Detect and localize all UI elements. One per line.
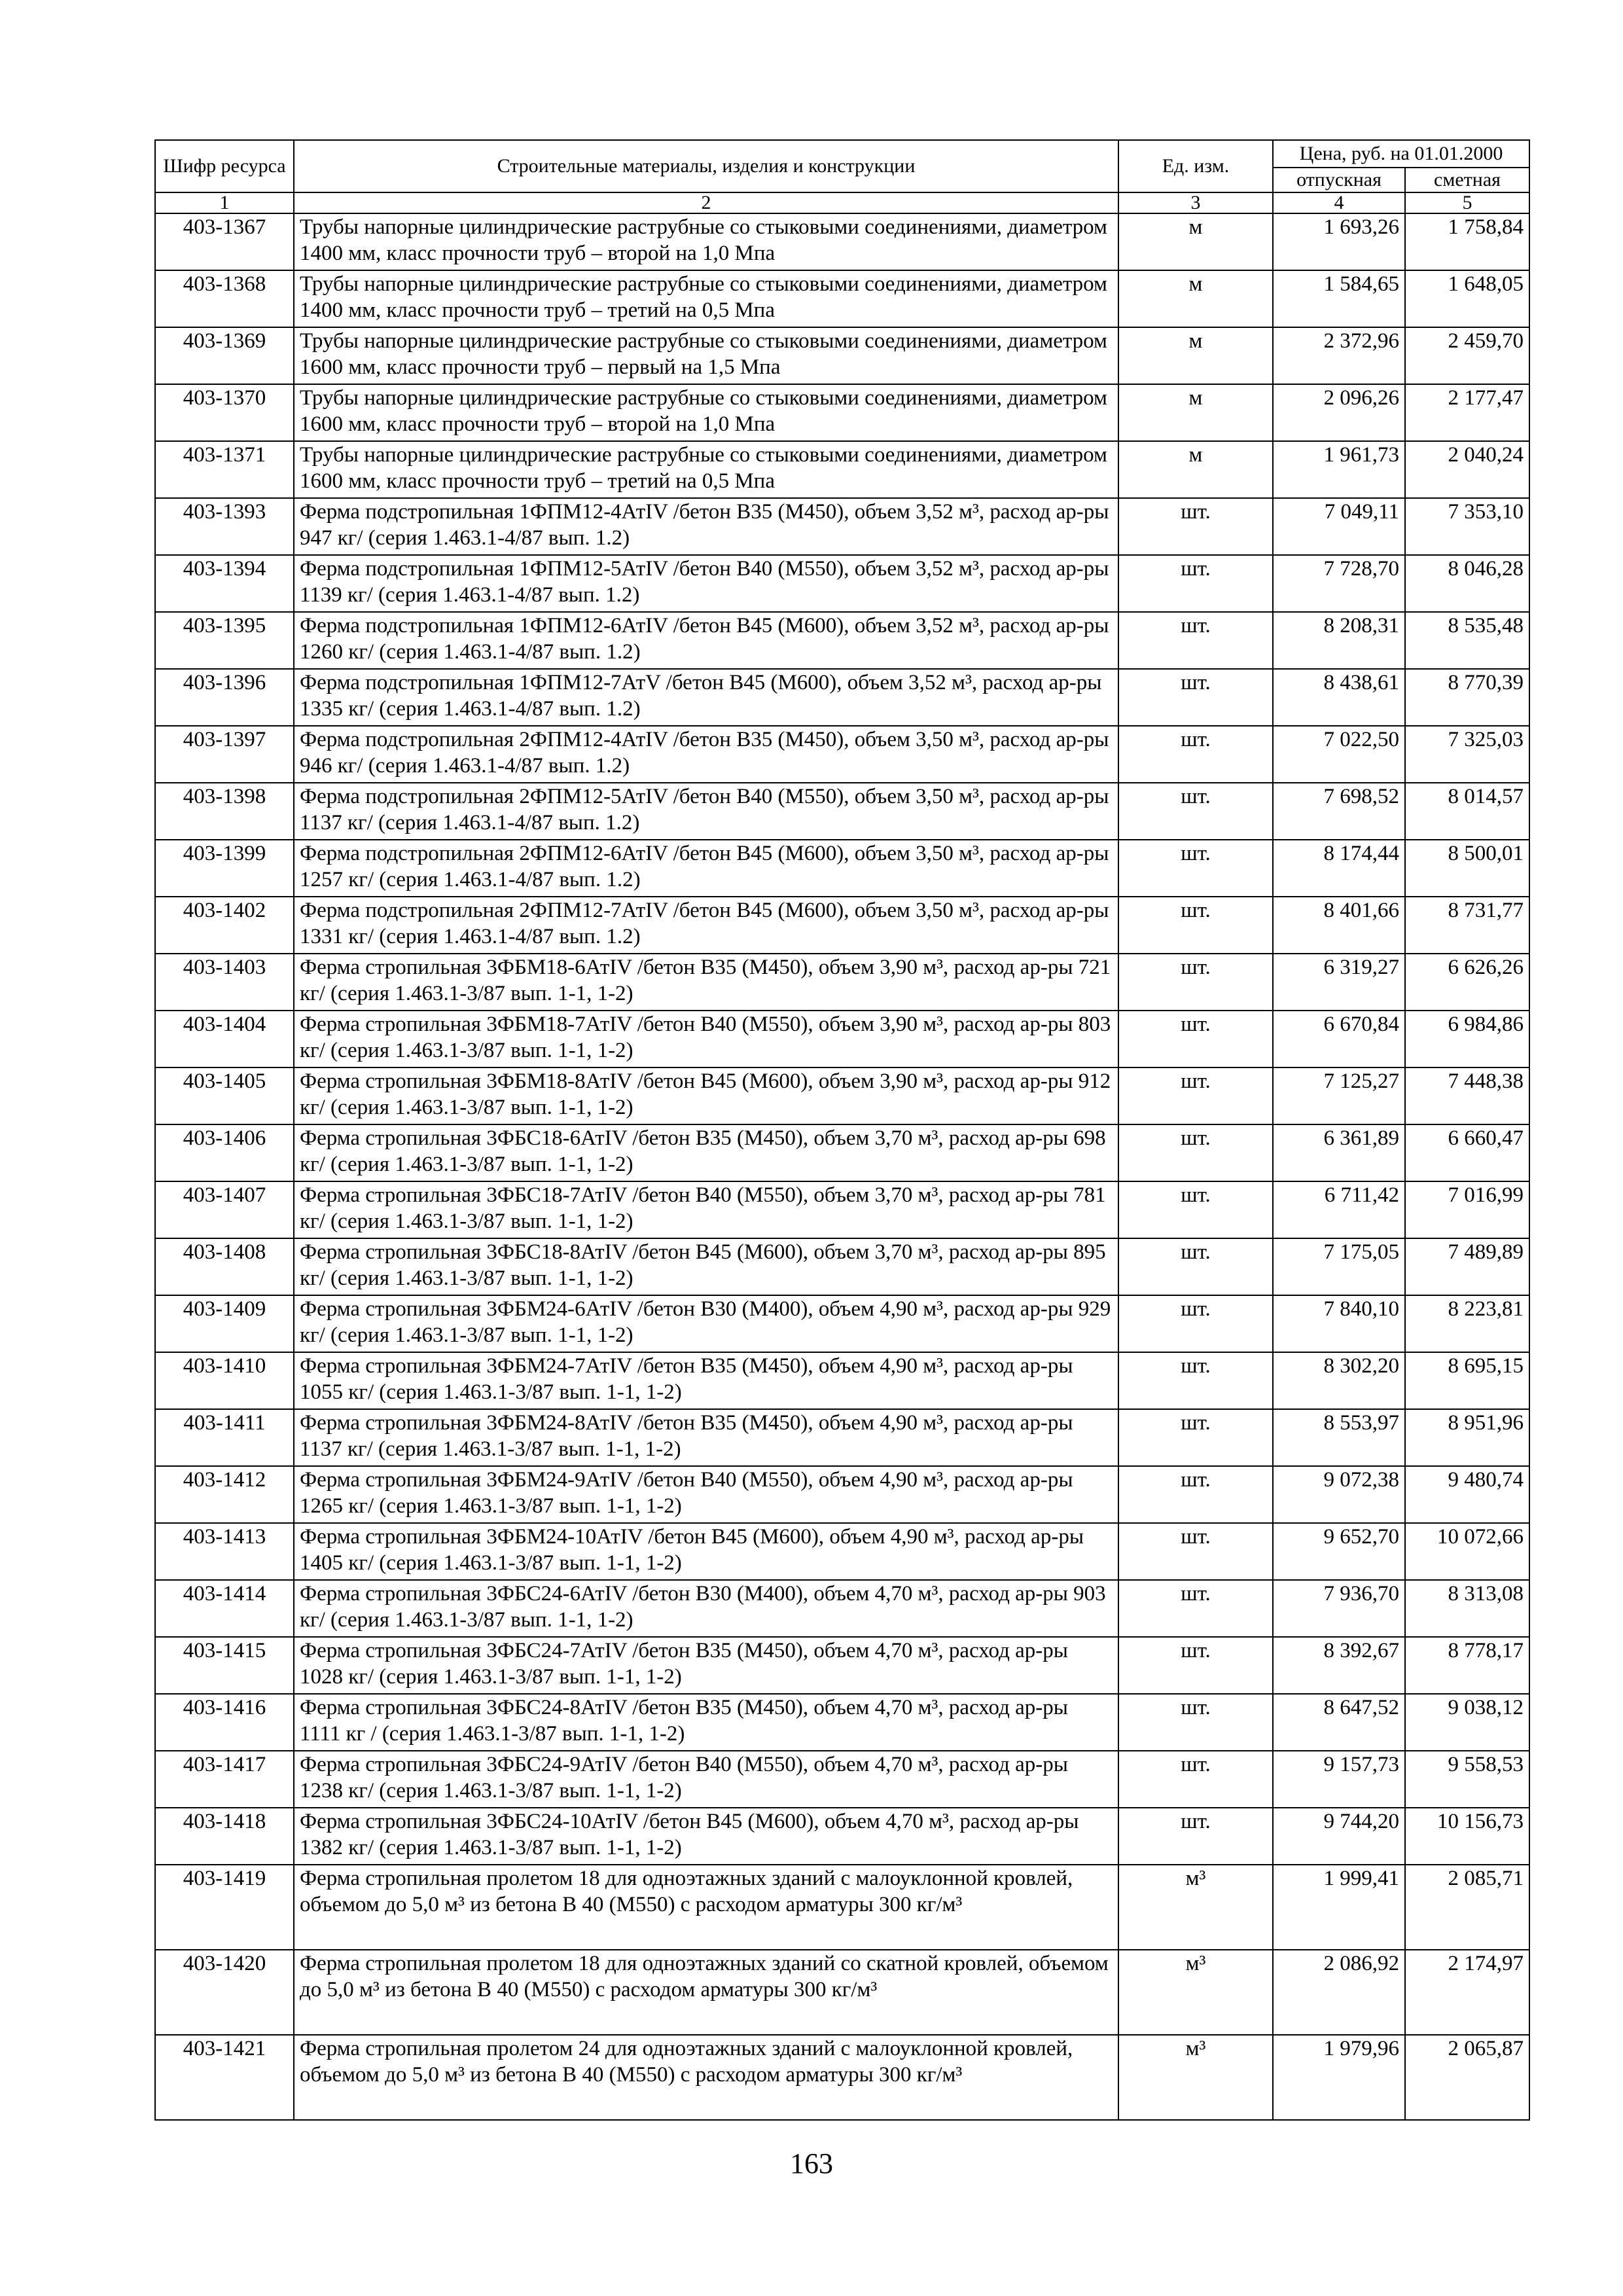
resource-code-cell: 403-1403: [155, 954, 294, 1011]
wholesale-price-cell: 9 072,38: [1273, 1466, 1405, 1523]
unit-cell: м³: [1118, 2035, 1273, 2120]
table-row: [155, 2035, 1529, 2120]
unit-cell: м: [1118, 270, 1273, 327]
resource-code-cell: 403-1412: [155, 1466, 294, 1523]
resource-code-cell: 403-1420: [155, 1950, 294, 2035]
wholesale-price-cell: 1 693,26: [1273, 213, 1405, 270]
estimate-price-cell: 2 065,87: [1405, 2035, 1529, 2120]
table-row: [155, 1124, 1529, 1181]
header-price-group: Цена, руб. на 01.01.2000: [1273, 140, 1529, 168]
estimate-price-cell: 2 174,97: [1405, 1950, 1529, 2035]
unit-cell: шт.: [1118, 1238, 1273, 1295]
estimate-price-cell: 7 448,38: [1405, 1067, 1529, 1124]
table-header: [155, 140, 1529, 213]
description-cell: Ферма стропильная 3ФБС24-9АтIV /бетон В40 (М550), объем 4,70 м³, расход ар-ры 1238 кг/ (серия 1.463.1-3/87 вып. 1-1, 1-2): [294, 1751, 1118, 1808]
description-cell: Ферма стропильная 3ФБС18-6АтIV /бетон В35 (М450), объем 3,70 м³, расход ар-ры 698 кг/ (серия 1.463.1-3/87 вып. 1-1, 1-2): [294, 1124, 1118, 1181]
resource-code-cell: 403-1419: [155, 1865, 294, 1950]
description-cell: Ферма подстропильная 1ФПМ12-7АтV /бетон В45 (М600), объем 3,52 м³, расход ар-ры 1335 кг/ (серия 1.463.1-4/87 вып. 1.2): [294, 669, 1118, 726]
description-cell: Ферма стропильная 3ФБС24-10АтIV /бетон В45 (М600), объем 4,70 м³, расход ар-ры 1382 кг/ (серия 1.463.1-3/87 вып. 1-1, 1-2): [294, 1808, 1118, 1865]
header-wholesale: отпускная: [1273, 168, 1405, 192]
wholesale-price-cell: 7 728,70: [1273, 555, 1405, 612]
wholesale-price-cell: 2 086,92: [1273, 1950, 1405, 2035]
wholesale-price-cell: 8 647,52: [1273, 1694, 1405, 1751]
unit-cell: шт.: [1118, 1409, 1273, 1466]
estimate-price-cell: 10 156,73: [1405, 1808, 1529, 1865]
wholesale-price-cell: 8 392,67: [1273, 1637, 1405, 1694]
table-row: [155, 897, 1529, 954]
estimate-price-cell: 8 046,28: [1405, 555, 1529, 612]
wholesale-price-cell: 7 022,50: [1273, 726, 1405, 783]
description-cell: Трубы напорные цилиндрические раструбные со стыковыми соединениями, диаметром 1600 мм, класс прочности труб – третий на 0,5 Мпа: [294, 441, 1118, 498]
wholesale-price-cell: 1 979,96: [1273, 2035, 1405, 2120]
unit-cell: шт.: [1118, 1694, 1273, 1751]
table-row: [155, 441, 1529, 498]
table-row: [155, 1352, 1529, 1409]
unit-cell: шт.: [1118, 669, 1273, 726]
estimate-price-cell: 7 016,99: [1405, 1181, 1529, 1238]
header-col-number: 1: [155, 192, 294, 213]
table-row: [155, 669, 1529, 726]
table-row: [155, 840, 1529, 897]
unit-cell: шт.: [1118, 726, 1273, 783]
header-name: Строительные материалы, изделия и конструкции: [294, 140, 1118, 192]
table-row: [155, 1295, 1529, 1352]
estimate-price-cell: 6 984,86: [1405, 1011, 1529, 1067]
estimate-price-cell: 8 535,48: [1405, 612, 1529, 669]
unit-cell: шт.: [1118, 954, 1273, 1011]
unit-cell: м: [1118, 384, 1273, 441]
table-row: [155, 1067, 1529, 1124]
wholesale-price-cell: 8 438,61: [1273, 669, 1405, 726]
estimate-price-cell: 7 489,89: [1405, 1238, 1529, 1295]
estimate-price-cell: 9 558,53: [1405, 1751, 1529, 1808]
description-cell: Ферма подстропильная 1ФПМ12-5АтIV /бетон В40 (М550), объем 3,52 м³, расход ар-ры 1139 кг/ (серия 1.463.1-4/87 вып. 1.2): [294, 555, 1118, 612]
estimate-price-cell: 6 660,47: [1405, 1124, 1529, 1181]
description-cell: Трубы напорные цилиндрические раструбные со стыковыми соединениями, диаметром 1400 мм, класс прочности труб – третий на 0,5 Мпа: [294, 270, 1118, 327]
estimate-price-cell: 8 731,77: [1405, 897, 1529, 954]
resource-code-cell: 403-1398: [155, 783, 294, 840]
description-cell: Ферма подстропильная 2ФПМ12-7АтIV /бетон В45 (М600), объем 3,50 м³, расход ар-ры 1331 кг/ (серия 1.463.1-4/87 вып. 1.2): [294, 897, 1118, 954]
estimate-price-cell: 7 353,10: [1405, 498, 1529, 555]
resource-code-cell: 403-1399: [155, 840, 294, 897]
description-cell: Ферма стропильная пролетом 18 для одноэтажных зданий со скатной кровлей, объемом до 5,0 м³ из бетона В 40 (М550) с расходом арматуры 300 кг/м³: [294, 1950, 1118, 2035]
resource-code-cell: 403-1411: [155, 1409, 294, 1466]
unit-cell: шт.: [1118, 840, 1273, 897]
unit-cell: шт.: [1118, 1352, 1273, 1409]
resource-code-cell: 403-1408: [155, 1238, 294, 1295]
resource-code-cell: 403-1410: [155, 1352, 294, 1409]
description-cell: Ферма стропильная 3ФБС24-6АтIV /бетон В30 (М400), объем 4,70 м³, расход ар-ры 903 кг/ (серия 1.463.1-3/87 вып. 1-1, 1-2): [294, 1580, 1118, 1637]
wholesale-price-cell: 9 157,73: [1273, 1751, 1405, 1808]
wholesale-price-cell: 1 999,41: [1273, 1865, 1405, 1950]
table-row: [155, 270, 1529, 327]
unit-cell: м³: [1118, 1865, 1273, 1950]
unit-cell: шт.: [1118, 1067, 1273, 1124]
resource-code-cell: 403-1367: [155, 213, 294, 270]
estimate-price-cell: 2 040,24: [1405, 441, 1529, 498]
description-cell: Ферма стропильная 3ФБМ24-9АтIV /бетон В40 (М550), объем 4,90 м³, расход ар-ры 1265 кг/ (серия 1.463.1-3/87 вып. 1-1, 1-2): [294, 1466, 1118, 1523]
estimate-price-cell: 9 038,12: [1405, 1694, 1529, 1751]
description-cell: Ферма стропильная 3ФБМ18-8АтIV /бетон В45 (М600), объем 3,90 м³, расход ар-ры 912 кг/ (серия 1.463.1-3/87 вып. 1-1, 1-2): [294, 1067, 1118, 1124]
estimate-price-cell: 2 085,71: [1405, 1865, 1529, 1950]
description-cell: Ферма стропильная 3ФБМ24-8АтIV /бетон В35 (М450), объем 4,90 м³, расход ар-ры 1137 кг/ (серия 1.463.1-3/87 вып. 1-1, 1-2): [294, 1409, 1118, 1466]
unit-cell: шт.: [1118, 1808, 1273, 1865]
table-row: [155, 783, 1529, 840]
unit-cell: шт.: [1118, 1466, 1273, 1523]
header-col-number: 2: [294, 192, 1118, 213]
unit-cell: шт.: [1118, 612, 1273, 669]
wholesale-price-cell: 7 125,27: [1273, 1067, 1405, 1124]
resource-code-cell: 403-1417: [155, 1751, 294, 1808]
resource-code-cell: 403-1395: [155, 612, 294, 669]
table-row: [155, 1865, 1529, 1950]
wholesale-price-cell: 8 401,66: [1273, 897, 1405, 954]
table-row: [155, 1950, 1529, 2035]
wholesale-price-cell: 7 936,70: [1273, 1580, 1405, 1637]
estimate-price-cell: 2 177,47: [1405, 384, 1529, 441]
header-col-number: 4: [1273, 192, 1405, 213]
description-cell: Ферма подстропильная 1ФПМ12-4АтIV /бетон В35 (М450), объем 3,52 м³, расход ар-ры 947 кг/ (серия 1.463.1-4/87 вып. 1.2): [294, 498, 1118, 555]
estimate-price-cell: 1 648,05: [1405, 270, 1529, 327]
table-row: [155, 1694, 1529, 1751]
unit-cell: шт.: [1118, 1637, 1273, 1694]
resource-code-cell: 403-1396: [155, 669, 294, 726]
unit-cell: шт.: [1118, 1751, 1273, 1808]
unit-cell: м: [1118, 441, 1273, 498]
header-col-number: 3: [1118, 192, 1273, 213]
wholesale-price-cell: 8 208,31: [1273, 612, 1405, 669]
header-code: Шифр ресурса: [155, 140, 294, 192]
wholesale-price-cell: 7 049,11: [1273, 498, 1405, 555]
wholesale-price-cell: 9 744,20: [1273, 1808, 1405, 1865]
unit-cell: шт.: [1118, 897, 1273, 954]
unit-cell: шт.: [1118, 1523, 1273, 1580]
description-cell: Трубы напорные цилиндрические раструбные со стыковыми соединениями, диаметром 1600 мм, класс прочности труб – первый на 1,5 Мпа: [294, 327, 1118, 384]
unit-cell: шт.: [1118, 1295, 1273, 1352]
table-row: [155, 612, 1529, 669]
table-row: [155, 327, 1529, 384]
wholesale-price-cell: 9 652,70: [1273, 1523, 1405, 1580]
estimate-price-cell: 2 459,70: [1405, 327, 1529, 384]
table-row: [155, 1751, 1529, 1808]
table-row: [155, 498, 1529, 555]
description-cell: Ферма подстропильная 2ФПМ12-5АтIV /бетон В40 (М550), объем 3,50 м³, расход ар-ры 1137 кг/ (серия 1.463.1-4/87 вып. 1.2): [294, 783, 1118, 840]
table-row: [155, 1409, 1529, 1466]
estimate-price-cell: 10 072,66: [1405, 1523, 1529, 1580]
wholesale-price-cell: 8 302,20: [1273, 1352, 1405, 1409]
price-table: [154, 139, 1530, 2121]
wholesale-price-cell: 8 553,97: [1273, 1409, 1405, 1466]
resource-code-cell: 403-1418: [155, 1808, 294, 1865]
estimate-price-cell: 8 778,17: [1405, 1637, 1529, 1694]
table-row: [155, 1466, 1529, 1523]
estimate-price-cell: 8 500,01: [1405, 840, 1529, 897]
wholesale-price-cell: 6 361,89: [1273, 1124, 1405, 1181]
wholesale-price-cell: 7 698,52: [1273, 783, 1405, 840]
unit-cell: шт.: [1118, 1580, 1273, 1637]
resource-code-cell: 403-1370: [155, 384, 294, 441]
estimate-price-cell: 7 325,03: [1405, 726, 1529, 783]
description-cell: Ферма подстропильная 2ФПМ12-6АтIV /бетон В45 (М600), объем 3,50 м³, расход ар-ры 1257 кг/ (серия 1.463.1-4/87 вып. 1.2): [294, 840, 1118, 897]
estimate-price-cell: 8 223,81: [1405, 1295, 1529, 1352]
estimate-price-cell: 8 770,39: [1405, 669, 1529, 726]
wholesale-price-cell: 2 372,96: [1273, 327, 1405, 384]
description-cell: Ферма стропильная 3ФБС24-8АтIV /бетон В35 (М450), объем 4,70 м³, расход ар-ры 1111 кг / (серия 1.463.1-3/87 вып. 1-1, 1-2): [294, 1694, 1118, 1751]
description-cell: Ферма стропильная 3ФБМ24-7АтIV /бетон В35 (М450), объем 4,90 м³, расход ар-ры 1055 кг/ (серия 1.463.1-3/87 вып. 1-1, 1-2): [294, 1352, 1118, 1409]
description-cell: Ферма подстропильная 2ФПМ12-4АтIV /бетон В35 (М450), объем 3,50 м³, расход ар-ры 946 кг/ (серия 1.463.1-4/87 вып. 1.2): [294, 726, 1118, 783]
header-unit: Ед. изм.: [1118, 140, 1273, 192]
table-body: [155, 213, 1529, 2120]
table-row: [155, 1637, 1529, 1694]
resource-code-cell: 403-1409: [155, 1295, 294, 1352]
resource-code-cell: 403-1415: [155, 1637, 294, 1694]
table-row: [155, 1181, 1529, 1238]
wholesale-price-cell: 7 175,05: [1273, 1238, 1405, 1295]
table-row: [155, 1523, 1529, 1580]
estimate-price-cell: 9 480,74: [1405, 1466, 1529, 1523]
description-cell: Ферма стропильная 3ФБМ24-6АтIV /бетон В30 (М400), объем 4,90 м³, расход ар-ры 929 кг/ (серия 1.463.1-3/87 вып. 1-1, 1-2): [294, 1295, 1118, 1352]
description-cell: Ферма стропильная 3ФБС24-7АтIV /бетон В35 (М450), объем 4,70 м³, расход ар-ры 1028 кг/ (серия 1.463.1-3/87 вып. 1-1, 1-2): [294, 1637, 1118, 1694]
unit-cell: шт.: [1118, 1011, 1273, 1067]
unit-cell: шт.: [1118, 1124, 1273, 1181]
wholesale-price-cell: 6 670,84: [1273, 1011, 1405, 1067]
table-row: [155, 384, 1529, 441]
wholesale-price-cell: 1 584,65: [1273, 270, 1405, 327]
resource-code-cell: 403-1404: [155, 1011, 294, 1067]
description-cell: Ферма стропильная 3ФБС18-7АтIV /бетон В40 (М550), объем 3,70 м³, расход ар-ры 781 кг/ (серия 1.463.1-3/87 вып. 1-1, 1-2): [294, 1181, 1118, 1238]
unit-cell: м: [1118, 213, 1273, 270]
resource-code-cell: 403-1402: [155, 897, 294, 954]
resource-code-cell: 403-1413: [155, 1523, 294, 1580]
wholesale-price-cell: 6 319,27: [1273, 954, 1405, 1011]
description-cell: Ферма стропильная 3ФБМ18-6АтIV /бетон В35 (М450), объем 3,90 м³, расход ар-ры 721 кг/ (серия 1.463.1-3/87 вып. 1-1, 1-2): [294, 954, 1118, 1011]
wholesale-price-cell: 2 096,26: [1273, 384, 1405, 441]
resource-code-cell: 403-1421: [155, 2035, 294, 2120]
estimate-price-cell: 8 695,15: [1405, 1352, 1529, 1409]
table-row: [155, 726, 1529, 783]
estimate-price-cell: 8 014,57: [1405, 783, 1529, 840]
resource-code-cell: 403-1406: [155, 1124, 294, 1181]
unit-cell: шт.: [1118, 555, 1273, 612]
table-row: [155, 1238, 1529, 1295]
table-row: [155, 1580, 1529, 1637]
description-cell: Ферма стропильная 3ФБС18-8АтIV /бетон В45 (М600), объем 3,70 м³, расход ар-ры 895 кг/ (серия 1.463.1-3/87 вып. 1-1, 1-2): [294, 1238, 1118, 1295]
description-cell: Ферма стропильная пролетом 18 для одноэтажных зданий с малоуклонной кровлей, объемом до 5,0 м³ из бетона В 40 (М550) с расходом арматуры 300 кг/м³: [294, 1865, 1118, 1950]
resource-code-cell: 403-1371: [155, 441, 294, 498]
table-row: [155, 1011, 1529, 1067]
description-cell: Ферма стропильная 3ФБМ24-10АтIV /бетон В45 (М600), объем 4,90 м³, расход ар-ры 1405 кг/ (серия 1.463.1-3/87 вып. 1-1, 1-2): [294, 1523, 1118, 1580]
unit-cell: шт.: [1118, 1181, 1273, 1238]
description-cell: Ферма подстропильная 1ФПМ12-6АтIV /бетон В45 (М600), объем 3,52 м³, расход ар-ры 1260 кг/ (серия 1.463.1-4/87 вып. 1.2): [294, 612, 1118, 669]
unit-cell: шт.: [1118, 783, 1273, 840]
wholesale-price-cell: 6 711,42: [1273, 1181, 1405, 1238]
unit-cell: м: [1118, 327, 1273, 384]
table-row: [155, 555, 1529, 612]
estimate-price-cell: 8 313,08: [1405, 1580, 1529, 1637]
table-row: [155, 954, 1529, 1011]
description-cell: Трубы напорные цилиндрические раструбные со стыковыми соединениями, диаметром 1400 мм, класс прочности труб – второй на 1,0 Мпа: [294, 213, 1118, 270]
description-cell: Ферма стропильная 3ФБМ18-7АтIV /бетон В40 (М550), объем 3,90 м³, расход ар-ры 803 кг/ (серия 1.463.1-3/87 вып. 1-1, 1-2): [294, 1011, 1118, 1067]
resource-code-cell: 403-1407: [155, 1181, 294, 1238]
wholesale-price-cell: 1 961,73: [1273, 441, 1405, 498]
resource-code-cell: 403-1394: [155, 555, 294, 612]
resource-code-cell: 403-1369: [155, 327, 294, 384]
resource-code-cell: 403-1405: [155, 1067, 294, 1124]
page-number: 163: [790, 2147, 833, 2179]
header-col-number: 5: [1405, 192, 1529, 213]
table-row: [155, 1808, 1529, 1865]
estimate-price-cell: 6 626,26: [1405, 954, 1529, 1011]
table-row: [155, 213, 1529, 270]
resource-code-cell: 403-1416: [155, 1694, 294, 1751]
resource-code-cell: 403-1368: [155, 270, 294, 327]
unit-cell: шт.: [1118, 498, 1273, 555]
header-estimate: сметная: [1405, 168, 1529, 192]
description-cell: Ферма стропильная пролетом 24 для одноэтажных зданий с малоуклонной кровлей, объемом до 5,0 м³ из бетона В 40 (М550) с расходом арматуры 300 кг/м³: [294, 2035, 1118, 2120]
resource-code-cell: 403-1397: [155, 726, 294, 783]
unit-cell: м³: [1118, 1950, 1273, 2035]
estimate-price-cell: 8 951,96: [1405, 1409, 1529, 1466]
description-cell: Трубы напорные цилиндрические раструбные со стыковыми соединениями, диаметром 1600 мм, класс прочности труб – второй на 1,0 Мпа: [294, 384, 1118, 441]
wholesale-price-cell: 8 174,44: [1273, 840, 1405, 897]
resource-code-cell: 403-1414: [155, 1580, 294, 1637]
estimate-price-cell: 1 758,84: [1405, 213, 1529, 270]
wholesale-price-cell: 7 840,10: [1273, 1295, 1405, 1352]
resource-code-cell: 403-1393: [155, 498, 294, 555]
